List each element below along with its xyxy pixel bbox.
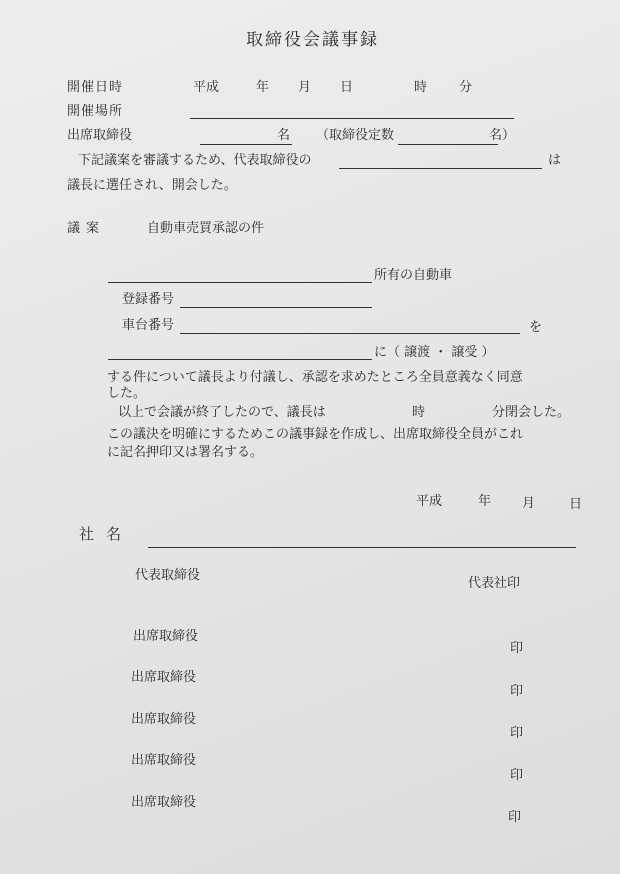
hour-label: 時 [414,80,428,95]
label-place: 開催場所 [67,104,124,119]
attending-director-label-3: 出席取締役 [131,712,197,727]
page-title: 取締役会議事録 [246,30,379,50]
representative-seal-label: 代表社印 [468,576,521,591]
attending-director-label-1: 出席取締役 [133,629,199,644]
company-name-blank-line [148,547,576,548]
fixed-number-label: （取締役定数 [316,128,395,143]
closing-hour-label: 時 [412,405,426,420]
representative-name-blank-line [339,168,542,169]
attending-director-label-5: 出席取締役 [131,795,197,810]
year-label: 年 [256,80,270,95]
chair-sentence-start: 下記議案を審議するため、代表取締役の [78,153,312,168]
month-label: 月 [298,80,312,95]
attending-director-label-2: 出席取締役 [131,670,197,685]
sign-day-label: 日 [569,497,583,512]
place-blank-line [190,118,514,119]
company-name-label: 社名 [79,525,134,543]
attending-director-label-4: 出席取締役 [131,753,197,768]
counterparty-blank-line [108,359,372,360]
era-label: 平成 [193,80,220,95]
label-datetime: 開催日時 [67,80,124,95]
transfer-options: に（ 譲渡 ・ 譲受 ） [374,345,495,360]
fixed-number-unit: 名） [489,128,516,143]
seal-label-4: 印 [510,768,524,783]
registration-number-label: 登録番号 [122,292,175,307]
seal-label-2: 印 [510,684,524,699]
minute-label: 分 [459,80,473,95]
owned-vehicle-label: 所有の自動車 [374,268,453,283]
body-line-5: に記名押印又は署名する。 [107,445,264,460]
closing-text-start: 以上で会議が終了したので、議長は [118,405,326,420]
body-line-2: した。 [107,386,147,401]
attending-count-blank-line [200,144,292,145]
seal-label-5: 印 [508,810,522,825]
chair-sentence-particle: は [548,153,562,168]
seal-label-1: 印 [510,641,524,656]
body-line-1: する件について議長より付議し、承認を求めたところ全員意義なく同意 [107,370,523,385]
chair-sentence-end: 議長に選任され、開会した。 [67,178,237,193]
chassis-number-label: 車台番号 [122,318,175,333]
fixed-number-blank-line [398,144,498,145]
object-particle: を [529,320,543,335]
chassis-number-blank-line [180,333,520,334]
attending-count-unit: 名 [277,128,291,143]
day-label: 日 [340,80,354,95]
closing-text-end: 分閉会した。 [492,405,571,420]
sign-month-label: 月 [522,496,536,511]
sign-era-label: 平成 [416,494,443,509]
registration-number-blank-line [180,307,372,308]
body-line-4: この議決を明確にするためこの議事録を作成し、出席取締役全員がこれ [107,427,524,442]
representative-director-label: 代表取締役 [135,568,201,583]
seal-label-3: 印 [510,726,524,741]
agenda-title: 自動車売買承認の件 [147,221,265,236]
owner-name-blank-line [108,282,372,283]
label-attending-directors: 出席取締役 [67,128,133,143]
sign-year-label: 年 [478,494,492,509]
agenda-label: 議案 [67,221,106,236]
